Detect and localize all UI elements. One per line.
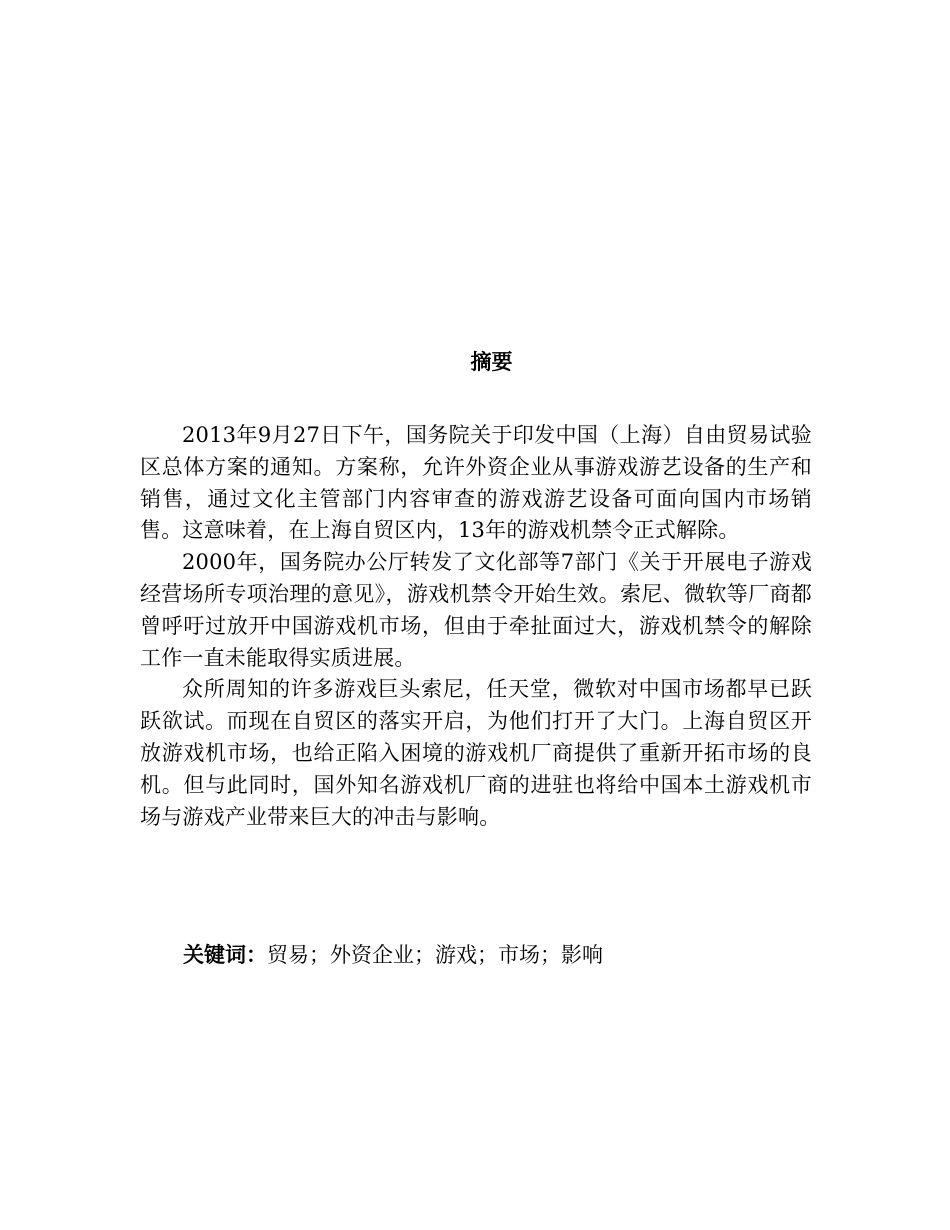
abstract-paragraph: 2013年9月27日下午，国务院关于印发中国（上海）自由贸易试验区总体方案的通知。方案称，允许外资企业从事游戏游艺设备的生产和销售，通过文化主管部门内容审查的游戏游艺设备可面向国内市场销售。这意味着，在上海自贸区内，13年的游戏机禁令正式解除。	[140, 423, 812, 543]
abstract-paragraph: 2000年，国务院办公厅转发了文化部等7部门《关于开展电子游戏经营场所专项治理的意见》，游戏机禁令开始生效。索尼、微软等厂商都曾呼吁过放开中国游戏机市场，但由于牵扯面过大，游戏机禁令的解除工作一直未能取得实质进展。	[140, 550, 812, 670]
keywords-line	[183, 939, 823, 971]
keywords-label: 关键词：	[183, 943, 267, 967]
abstract-paragraph: 众所周知的许多游戏巨头索尼，任天堂，微软对中国市场都早已跃跃欲试。而现在自贸区的落实开启，为他们打开了大门。上海自贸区开放游戏机市场，也给正陷入困境的游戏机厂商提供了重新开拓市场的良机。但与此同时，国外知名游戏机厂商的进驻也将给中国本土游戏机市场与游戏产业带来巨大的冲击与影响。	[140, 677, 812, 829]
keywords-value: 贸易；外资企业；游戏；市场；影响	[267, 943, 603, 967]
abstract-title: 摘要	[470, 350, 513, 374]
abstract-body	[140, 420, 812, 833]
